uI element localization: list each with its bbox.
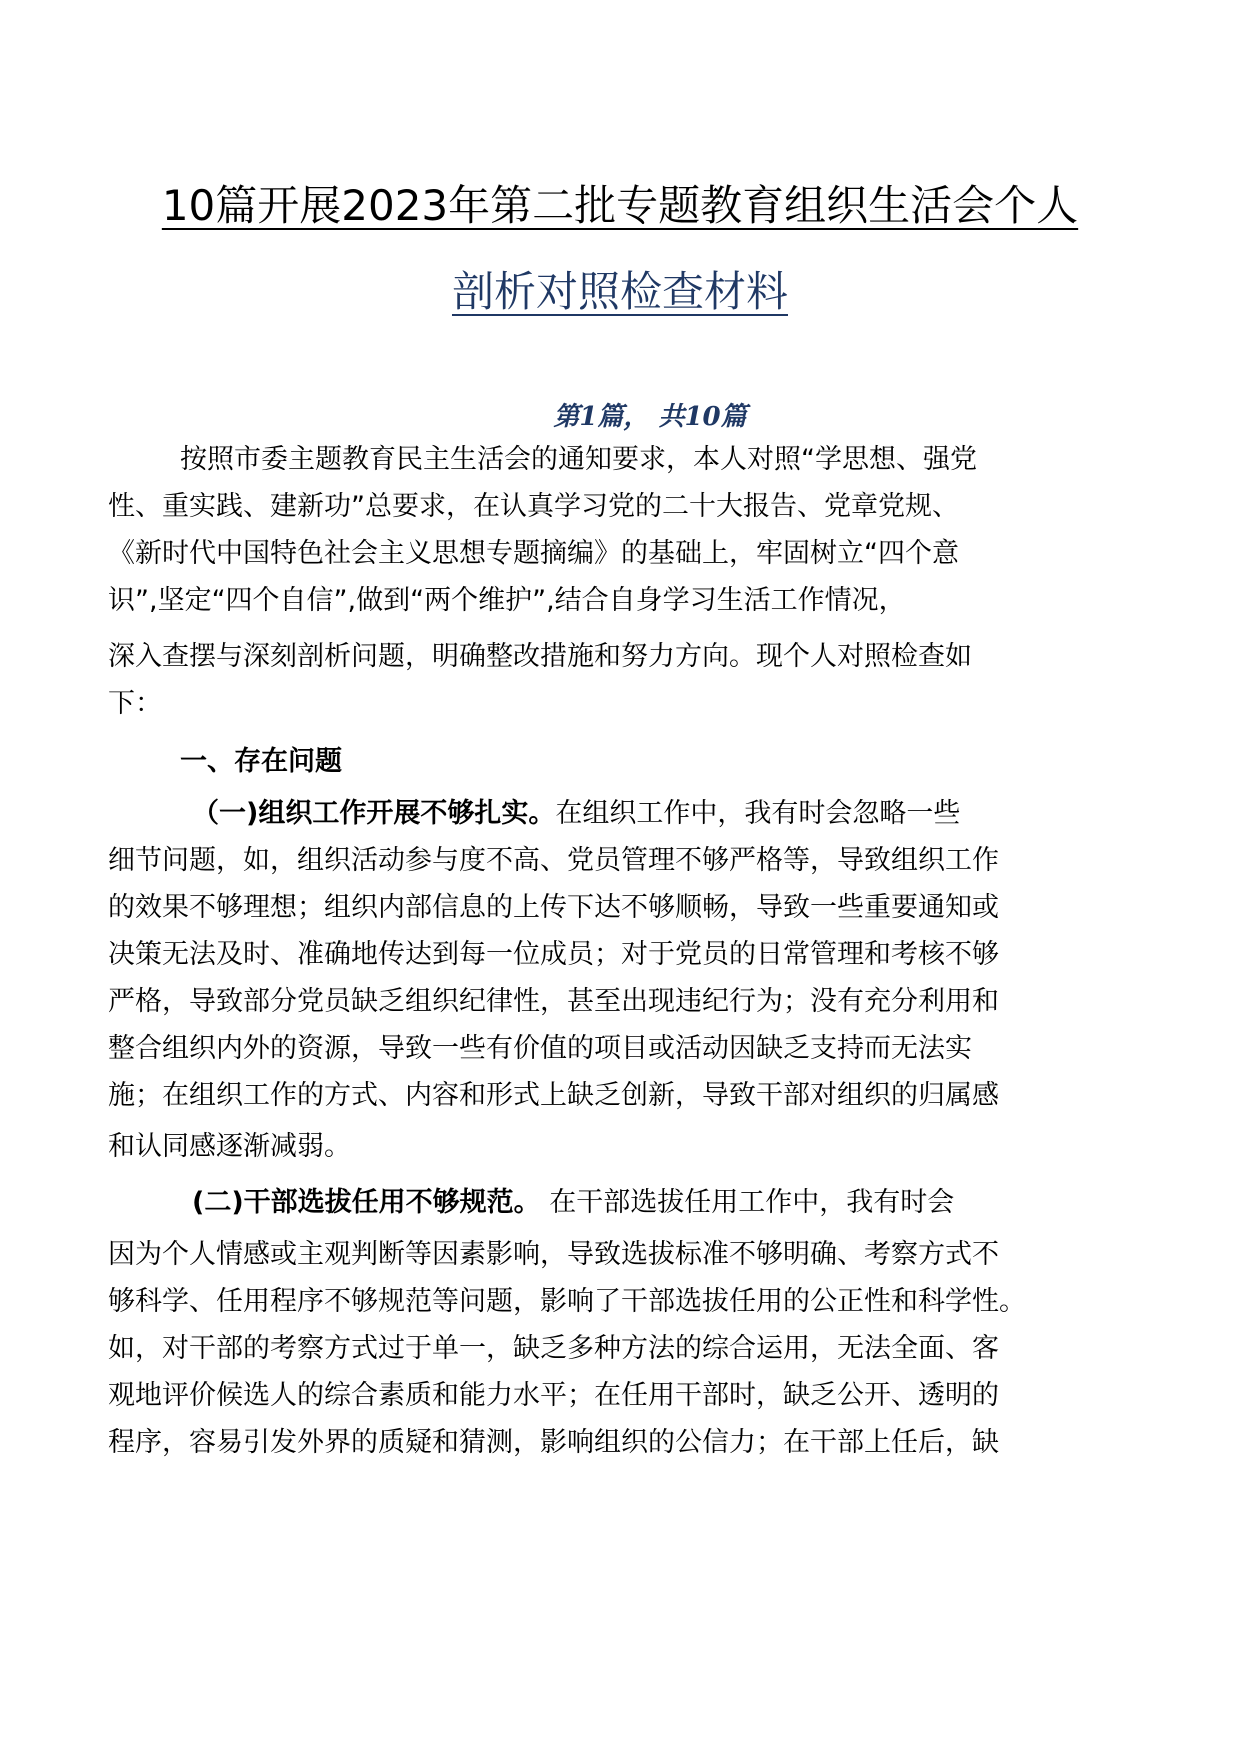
- intro-line: 按照市委主题教育民主生活会的通知要求，本人对照“学思想、强党: [180, 444, 977, 475]
- item2-line: 够科学、任用程序不够规范等问题，影响了干部选拔任用的公正性和科学性。: [108, 1286, 1026, 1317]
- document-title-line-1: 10篇开展2023年第二批专题教育组织生活会个人: [161, 181, 1079, 230]
- intro-line: 识”,坚定“四个自信”,做到“两个维护”,结合自身学习生活工作情况，: [108, 585, 906, 616]
- intro-line: 性、重实践、建新功”总要求，在认真学习党的二十大报告、党章党规、: [108, 491, 959, 522]
- item1-line: 细节问题，如，组织活动参与度不高、党员管理不够严格等，导致组织工作: [108, 845, 999, 876]
- item2-first-line: [192, 1186, 954, 1220]
- item2-lead: (二)干部选拔任用不够规范。: [192, 1187, 541, 1218]
- item2-line: 观地评价候选人的综合素质和能力水平；在任用干部时，缺乏公开、透明的: [108, 1380, 999, 1411]
- item1-first-rest: 在组织工作中，我有时会忽略一些: [555, 798, 961, 829]
- item1-line: 严格，导致部分党员缺乏组织纪律性，甚至出现违纪行为；没有充分利用和: [108, 986, 999, 1017]
- section-heading: 一、存在问题: [180, 746, 342, 777]
- item1-line: 施；在组织工作的方式、内容和形式上缺乏创新，导致干部对组织的归属感: [108, 1080, 999, 1111]
- item1-line: 和认同感逐渐减弱。: [108, 1131, 351, 1162]
- item1-lead: （一)组织工作开展不够扎实。: [192, 798, 556, 829]
- document-title-line-2: 剖析对照检查材料: [451, 267, 788, 316]
- item1-first-line: [192, 797, 960, 831]
- item1-line: 的效果不够理想；组织内部信息的上传下达不够顺畅，导致一些重要通知或: [108, 892, 999, 923]
- intro-line: 《新时代中国特色社会主义思想专题摘编》的基础上，牢固树立“四个意: [108, 538, 959, 569]
- part-label: 第1篇， 共10篇: [553, 402, 747, 432]
- item2-first-rest: 在干部选拔任用工作中，我有时会: [540, 1187, 955, 1218]
- intro-line: 深入查摆与深刻剖析问题，明确整改措施和努力方向。现个人对照检查如: [108, 641, 972, 672]
- intro-line: 下：: [108, 688, 162, 719]
- item1-line: 决策无法及时、准确地传达到每一位成员；对于党员的日常管理和考核不够: [108, 939, 999, 970]
- item2-line: 程序，容易引发外界的质疑和猜测，影响组织的公信力；在干部上任后，缺: [108, 1427, 999, 1458]
- item2-line: 如，对干部的考察方式过于单一，缺乏多种方法的综合运用，无法全面、客: [108, 1333, 999, 1364]
- item1-line: 整合组织内外的资源，导致一些有价值的项目或活动因缺乏支持而无法实: [108, 1033, 972, 1064]
- item2-line: 因为个人情感或主观判断等因素影响，导致选拔标准不够明确、考察方式不: [108, 1239, 999, 1270]
